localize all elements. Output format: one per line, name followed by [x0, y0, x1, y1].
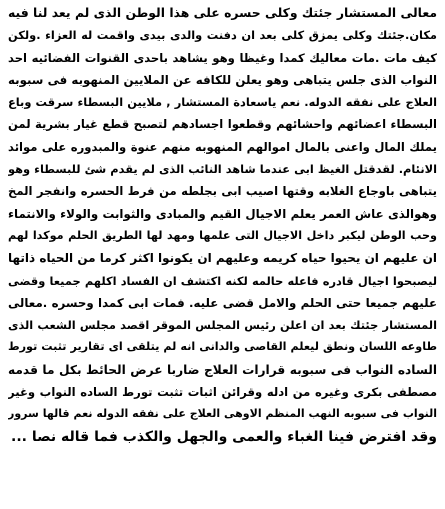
paragraph-line: وحب الوطن ليكبر داخل الاجيال التى علمها ومهد لها الطريق الحلم موكدا لهم — [8, 228, 437, 242]
paragraph-line: وهوالذى عاش العمر يعلم الاجيال القيم والمبادى والثوابت والولاء والانتماء — [8, 206, 437, 221]
paragraph-line: كيف مات .مات معاليك كمدا وغيظا وهو يشاهد باحدى القنوات الفضائيه احد — [8, 50, 437, 65]
paragraph-line: يملك المال واعنى بالمال اموالهم المنهوبه منهم عنوة والمبدوره على موائد — [8, 139, 437, 154]
paragraph-line: الانئام. لقدقتل الغيظ ابى عندما شاهد النائب الذى لم يقدم شئ للبسطاء وهو — [8, 162, 437, 177]
article-body — [8, 2, 437, 448]
paragraph-line: البسطاء اعضائهم واحشائهم وقطعوا اجسادهم لتصبح قطع غيار بشرية لمن — [8, 117, 437, 132]
paragraph-line: النواب الذى جلس يتباهى وهو يعلن للكافه عن الملايين المنهوبه فى سبوبه — [8, 72, 437, 87]
paragraph-line: طاوعه اللسان ونطق ليعلم القاصى والدانى انه لم يتلقى اى تقارير تثبت تورط — [8, 340, 437, 354]
paragraph-line: النواب فى سبوبه النهب المنظم الاوهى العلاج على نفقه الدوله نعم قالها سرور — [8, 407, 437, 421]
paragraph-line: عليهم جميعا حتى الحلم والامل قضى عليه. فمات ابى كمدا وحسره .معالى — [8, 295, 437, 310]
paragraph-line-last: وقد افترض فينا الغباء والعمى والجهل والكذب فما قاله نصا ... — [11, 428, 437, 445]
paragraph-line: مصطفى بكرى وغيره من ادله وقرائن اثبات تثبت تورط الساده النواب وغير — [8, 385, 437, 400]
paragraph-line: الساده النواب فى سبوبه قرارات العلاج ضاربا عرض الحائط بكل ما قدمه — [8, 362, 437, 377]
paragraph-line: ليصبحوا اجيال قادره فاعله حالمه لكنه اكتشف ان الفساد اكلهم جميعا وقضى — [8, 273, 437, 288]
paragraph-line: المستشار جئتك بعد ان اعلن رئيس المجلس الموقر اقصد مجلس الشعب الذى — [8, 318, 437, 333]
paragraph-line: العلاج على نفقه الدوله. نعم ياسعادة المستشار , ملايين البسطاء سرقت وباع — [8, 95, 437, 110]
paragraph-line: مكان.جئتك وكلى يمزق كلى بعد ان دفنت والدى بيدى واقمت له العزاء .ولكن — [8, 28, 437, 43]
paragraph-line: ان عليهم ان يحيوا حياه كريمه وعليهم ان يكونوا اكثر كرما من الحياه ذاتها — [8, 251, 437, 266]
paragraph-line: معالى المستشار جئتك وكلى حسره على هذا الوطن الذى لم يعد لنا فيه — [8, 5, 437, 20]
paragraph-line: يتباهى باوجاع الغلابه وقتها اصيب ابى بجلطه من فرط الحسره وانفجر المخ — [8, 184, 437, 199]
